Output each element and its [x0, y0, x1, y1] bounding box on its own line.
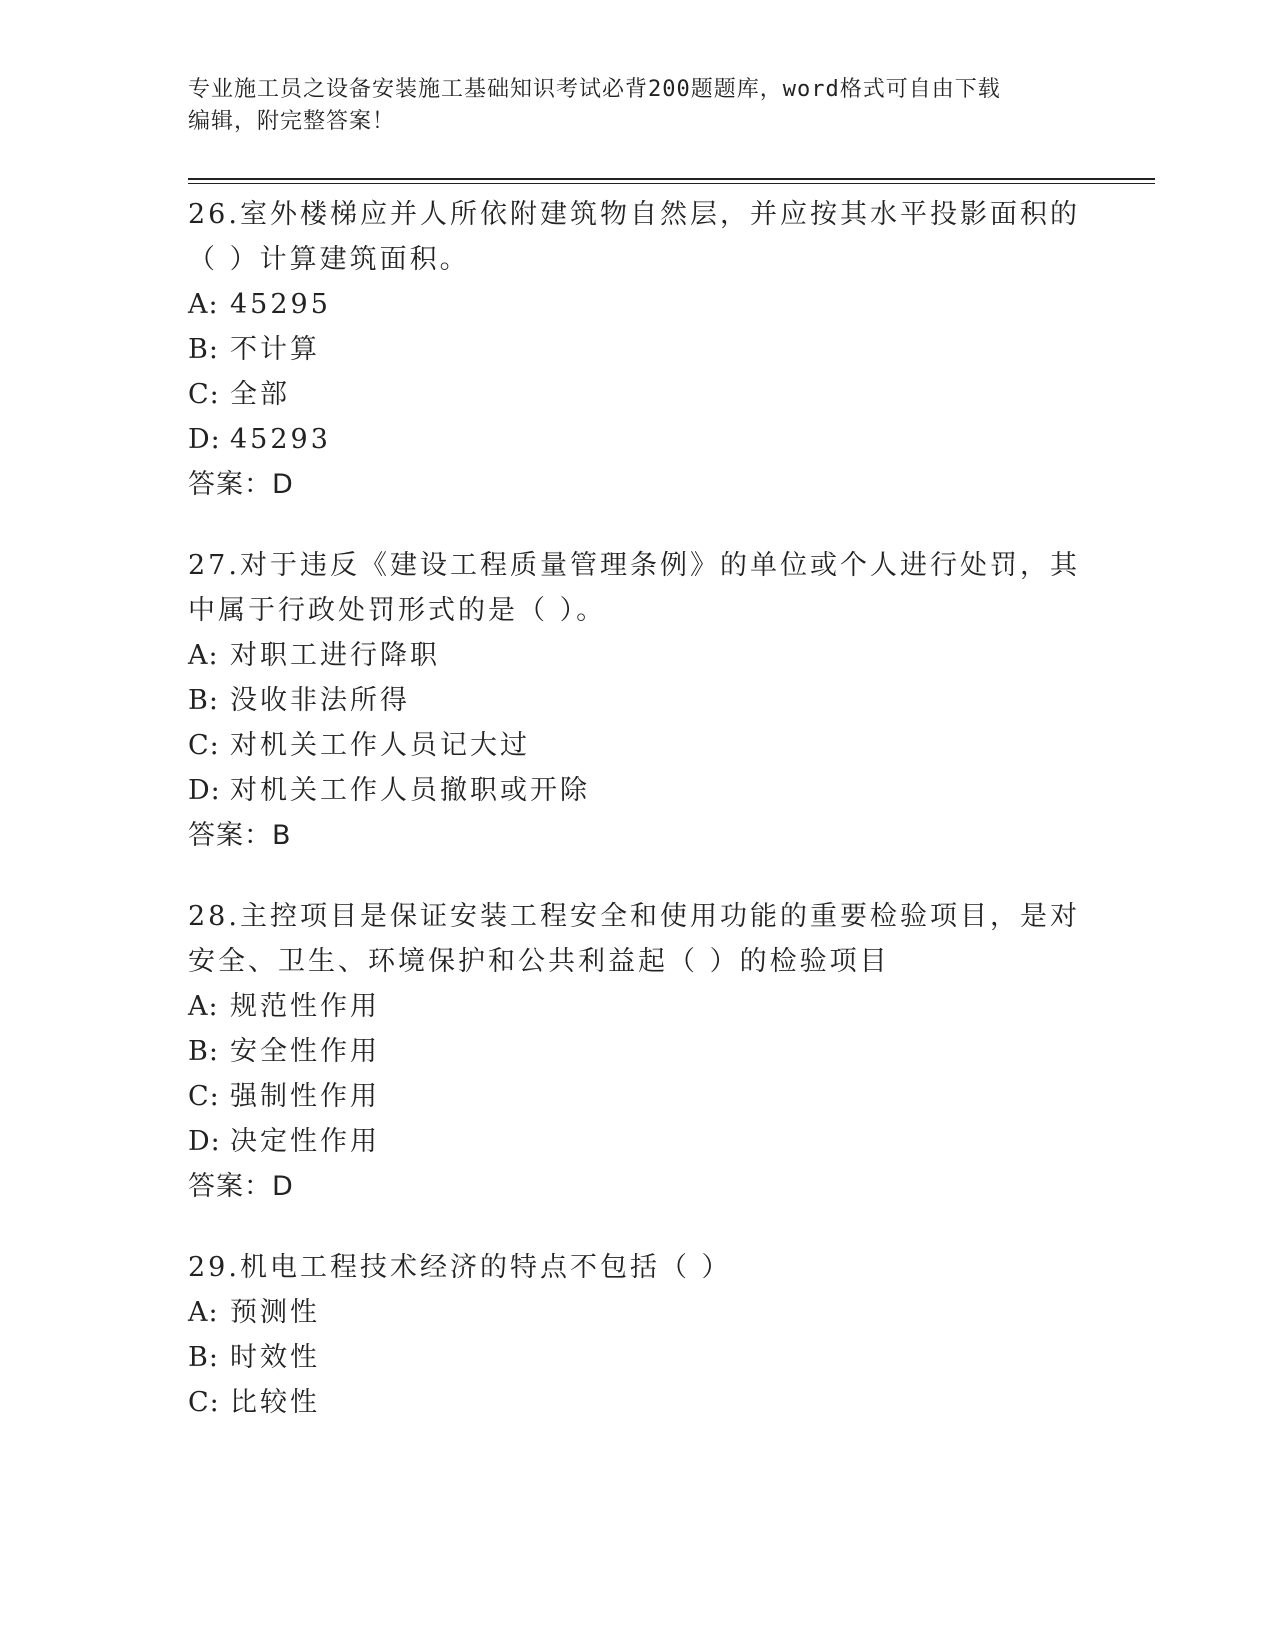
question-stem: 27.对于违反《建设工程质量管理条例》的单位或个人进行处罚，其中属于行政处罚形式的是（ ）。 [188, 550, 1080, 626]
question-26 [188, 192, 1088, 507]
option-letter: A: [188, 991, 219, 1022]
document-header [188, 74, 1068, 138]
option-letter: C: [188, 1387, 220, 1418]
option-a [188, 633, 1088, 678]
option-text: 对机关工作人员撤职或开除 [230, 775, 590, 806]
option-letter: B: [188, 1036, 219, 1067]
option-text: 规范性作用 [230, 991, 380, 1022]
option-d [188, 1119, 1088, 1164]
question-27 [188, 543, 1088, 858]
header-divider-thick [188, 178, 1155, 180]
option-text: 强制性作用 [230, 1081, 380, 1112]
option-a [188, 984, 1088, 1029]
header-divider-thin [188, 183, 1155, 184]
question-list [188, 192, 1088, 1461]
option-d [188, 768, 1088, 813]
option-c [188, 1074, 1088, 1119]
option-text: 45295 [230, 289, 331, 320]
answer-line: 答案：D [188, 1171, 294, 1202]
option-text: 比较性 [230, 1387, 320, 1418]
option-letter: B: [188, 334, 219, 365]
option-b [188, 1335, 1088, 1380]
option-c [188, 723, 1088, 768]
option-a [188, 282, 1088, 327]
option-letter: D: [188, 1126, 221, 1157]
header-title-line-1: 专业施工员之设备安装施工基础知识考试必背200题题库，word格式可自由下载 [188, 77, 1001, 102]
option-letter: A: [188, 1297, 219, 1328]
question-stem: 28.主控项目是保证安装工程安全和使用功能的重要检验项目，是对安全、卫生、环境保护和公共利益起（ ）的检验项目 [188, 901, 1080, 977]
option-text: 全部 [230, 379, 290, 410]
option-b [188, 327, 1088, 372]
question-stem: 29.机电工程技术经济的特点不包括（ ） [188, 1252, 732, 1283]
question-stem: 26.室外楼梯应并人所依附建筑物自然层，并应按其水平投影面积的（ ）计算建筑面积。 [188, 199, 1080, 275]
option-text: 45293 [230, 424, 331, 455]
option-text: 安全性作用 [230, 1036, 380, 1067]
option-letter: B: [188, 1342, 219, 1373]
option-letter: C: [188, 1081, 220, 1112]
option-letter: D: [188, 424, 221, 455]
option-text: 不计算 [230, 334, 320, 365]
option-b [188, 678, 1088, 723]
option-text: 决定性作用 [230, 1126, 380, 1157]
option-text: 时效性 [230, 1342, 320, 1373]
option-text: 没收非法所得 [230, 685, 410, 716]
option-b [188, 1029, 1088, 1074]
option-text: 对职工进行降职 [230, 640, 440, 671]
option-letter: C: [188, 730, 220, 761]
option-d [188, 417, 1088, 462]
option-letter: A: [188, 640, 219, 671]
option-letter: D: [188, 775, 221, 806]
question-29 [188, 1245, 1088, 1425]
option-letter: A: [188, 289, 219, 320]
header-title-line-2: 编辑，附完整答案！ [188, 109, 396, 134]
question-28 [188, 894, 1088, 1209]
option-text: 预测性 [230, 1297, 320, 1328]
option-text: 对机关工作人员记大过 [230, 730, 530, 761]
option-letter: C: [188, 379, 220, 410]
answer-line: 答案：D [188, 469, 294, 500]
option-a [188, 1290, 1088, 1335]
option-c [188, 372, 1088, 417]
option-c [188, 1380, 1088, 1425]
answer-line: 答案：B [188, 820, 292, 851]
option-letter: B: [188, 685, 219, 716]
